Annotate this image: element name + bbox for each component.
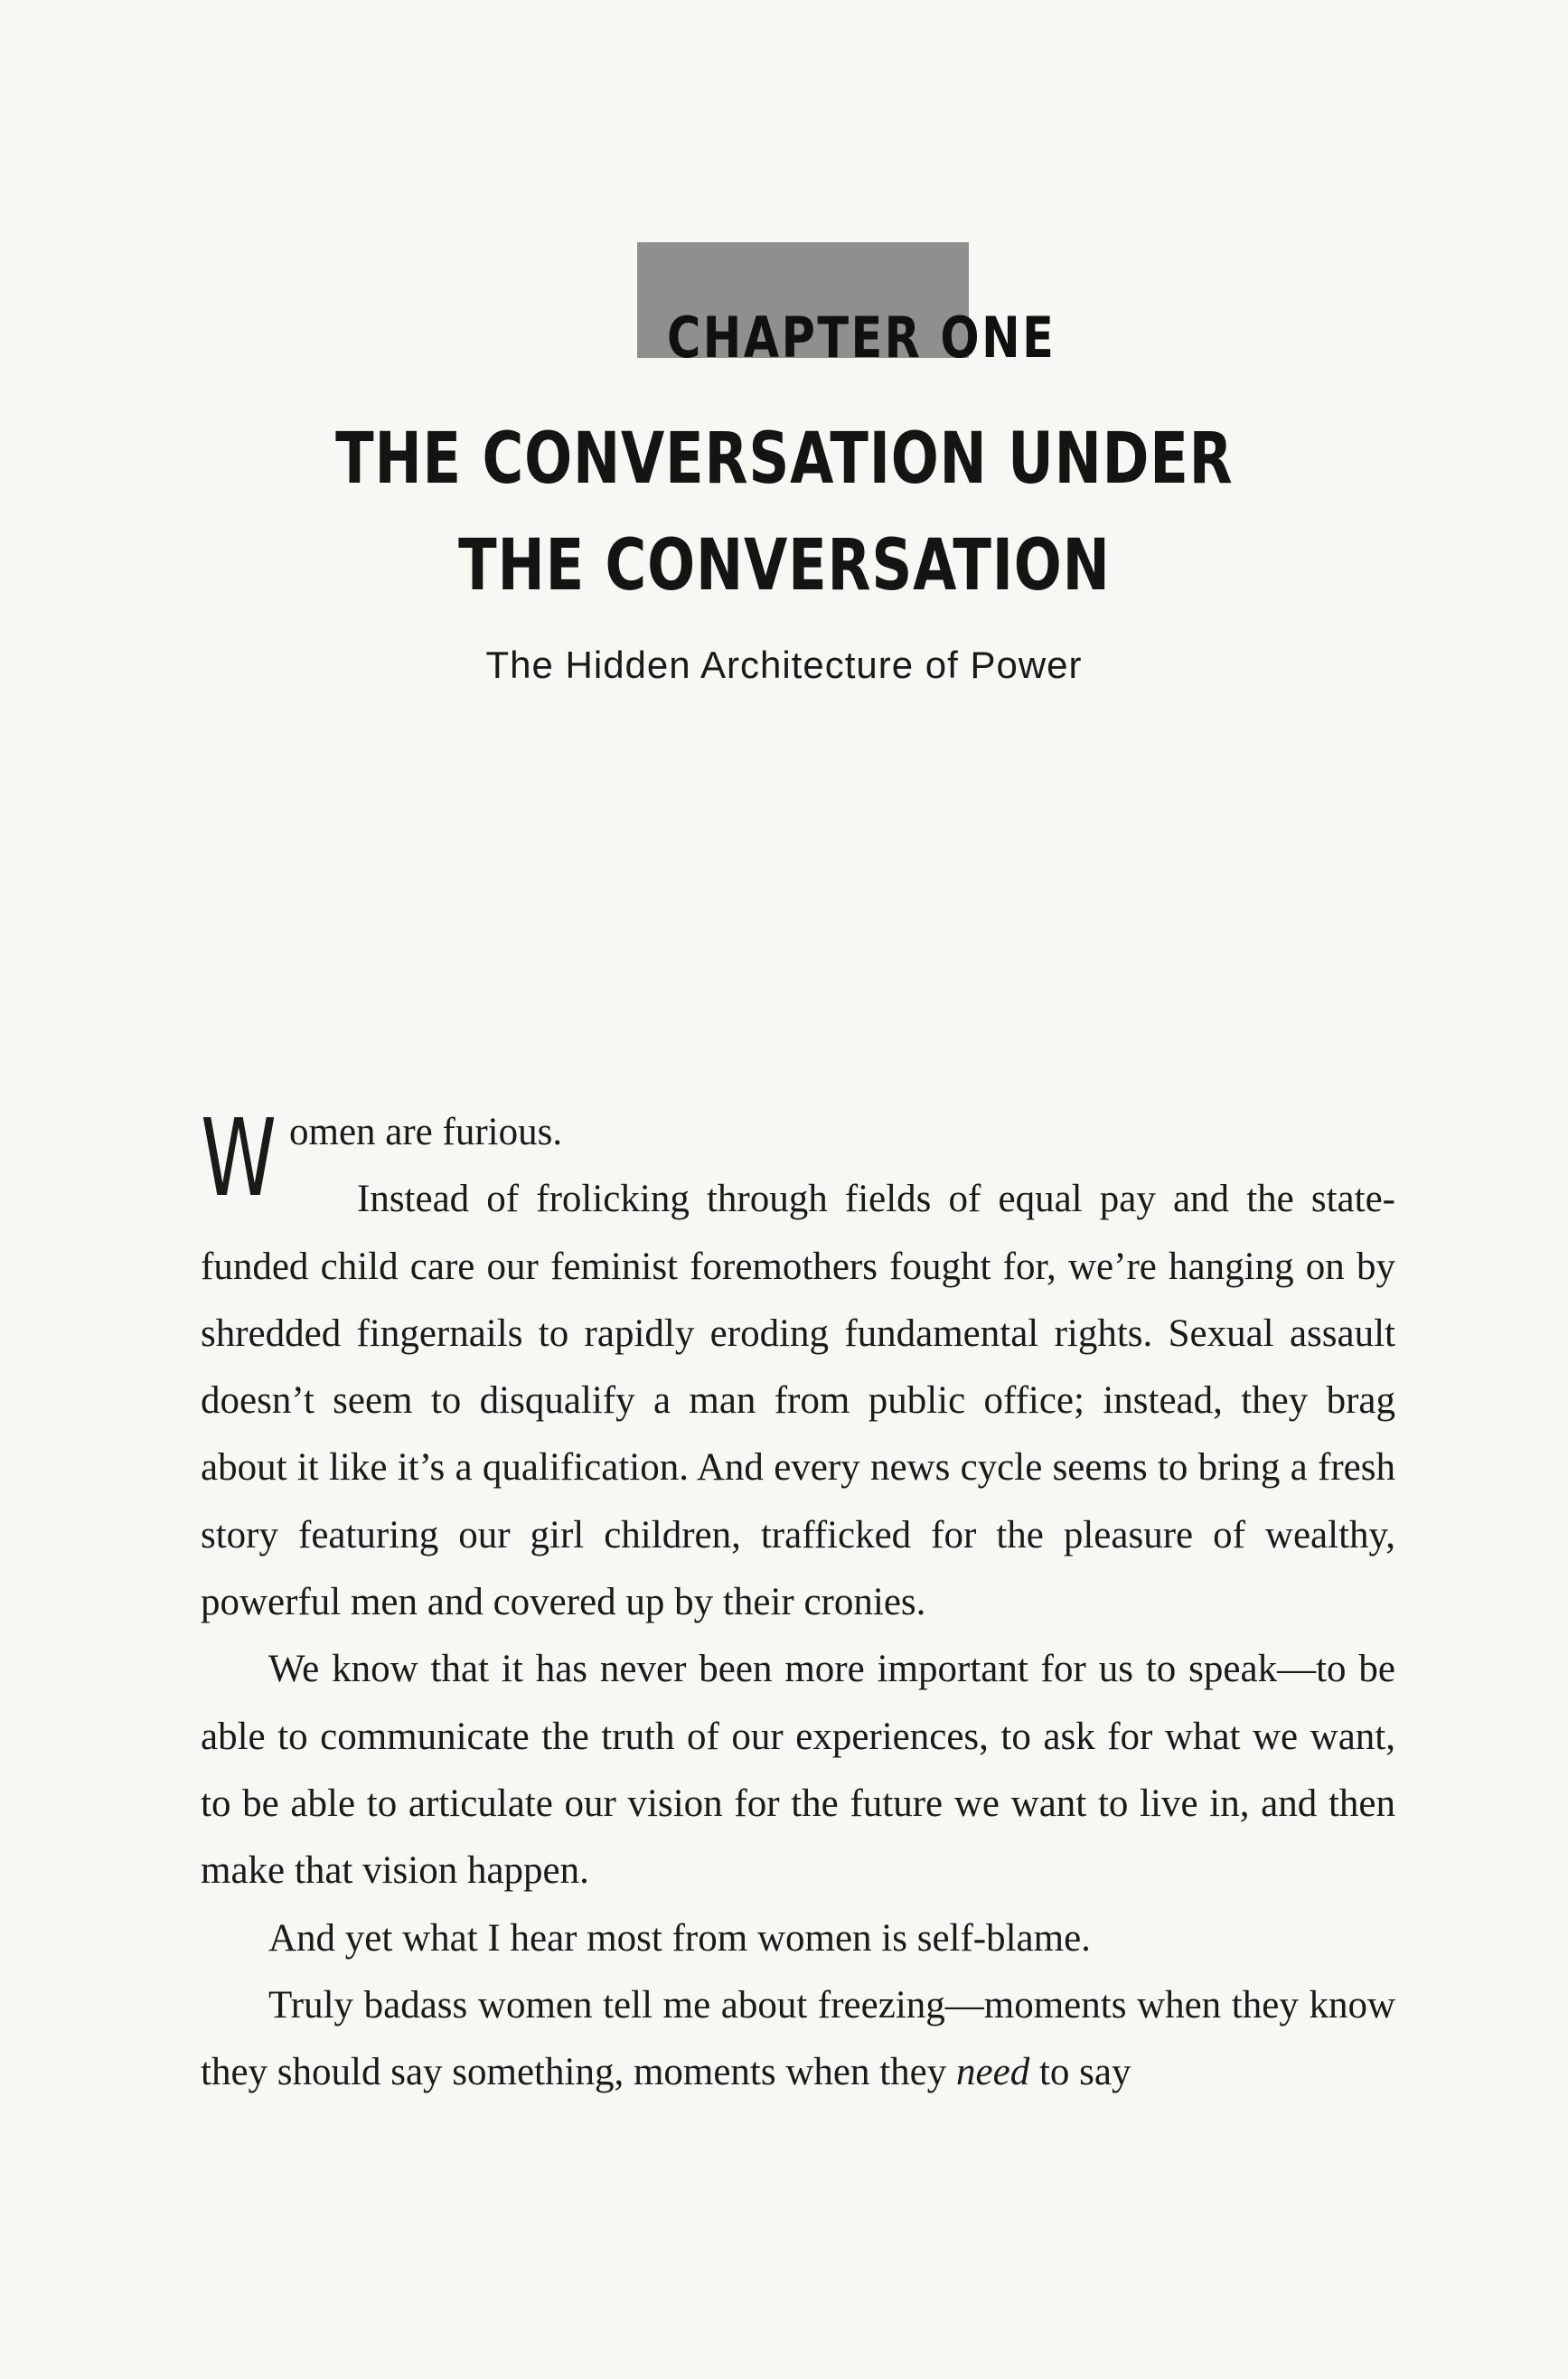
- paragraph-4: And yet what I hear most from women is self-blame.: [268, 1916, 1091, 1960]
- chapter-title-line-1-text: THE CONVERSATION UNDER: [334, 418, 1234, 500]
- chapter-label: CHAPTER ONE: [667, 305, 1056, 371]
- chapter-title-line-2-text: THE CONVERSATION: [457, 525, 1111, 607]
- paragraph-5-emphasis: need: [956, 2051, 1030, 2094]
- paragraph-5-text-start: Truly badass women tell me about freezing—moments when they know they should say something, moments when they: [201, 1983, 1395, 2094]
- chapter-title-line-2: [0, 521, 1568, 611]
- paragraph-2: Instead of frolicking through fields of equal pay and the state-funded child care our feminist foremothers fought for, we’re hanging on by shredded fingernails to rapidly eroding fundamental rights. Sexual assault doesn’t seem to disqualify a man from public office; instead, they brag about it like it’s a qualification. And every news cycle seems to bring a fresh story featuring our girl children, trafficked for the pleasure of wealthy, powerful men and covered up by their cronies.: [201, 1178, 1395, 1624]
- paragraph-5-text-end: to say: [1029, 2051, 1131, 2094]
- paragraph-5: [201, 1972, 1395, 2107]
- chapter-label-block: [637, 242, 1056, 371]
- chapter-subtitle: The Hidden Architecture of Power: [485, 644, 1083, 686]
- drop-cap: W: [201, 1095, 277, 1220]
- body-text: [201, 1095, 1395, 2106]
- paragraph-3: We know that it has never been more important for us to speak—to be able to communicate the truth of our experiences, to ask for what we want, to be able to articulate our vision for the future we want to live in, and then make that vision happen.: [201, 1648, 1395, 1893]
- chapter-title-line-1: [0, 414, 1568, 504]
- paragraph-1-text: omen are furious.: [289, 1111, 563, 1153]
- paragraph-1: [201, 1095, 1395, 1220]
